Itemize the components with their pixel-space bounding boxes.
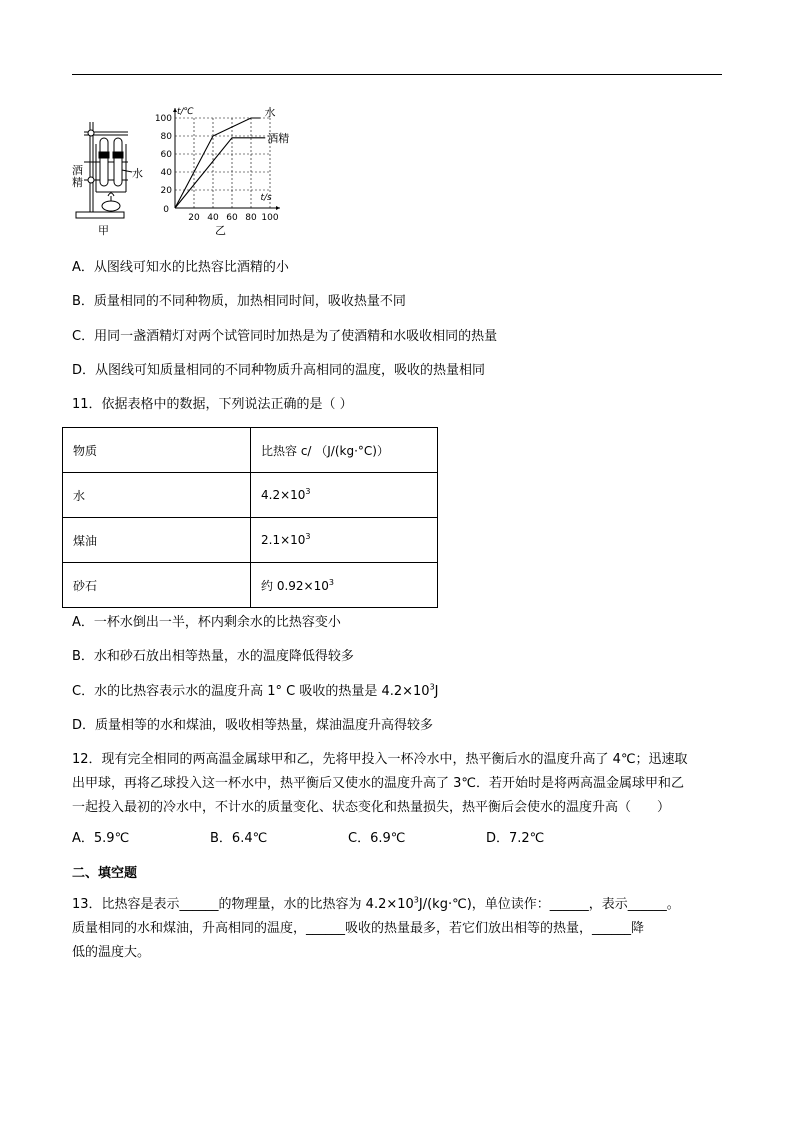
label-jiujing-2: 精 bbox=[72, 176, 83, 189]
y-tick-label: 40 bbox=[160, 168, 172, 178]
caption-yi: 乙 bbox=[215, 224, 226, 237]
label-water-apparatus: 水 bbox=[132, 167, 143, 180]
table-row bbox=[63, 473, 438, 518]
header-rule bbox=[72, 74, 722, 75]
q11-option-b: B．水和砂石放出相等热量，水的温度降低得较多 bbox=[72, 649, 354, 664]
y-tick-label: 100 bbox=[154, 114, 172, 124]
x-axis-arrow bbox=[276, 206, 280, 210]
q12-option-a: A．5.9℃ bbox=[72, 831, 130, 846]
x-tick-label: 20 bbox=[188, 213, 200, 223]
series-label-alcohol: 酒精 bbox=[267, 131, 290, 145]
q10-option-a: A．从图线可知水的比热容比酒精的小 bbox=[72, 260, 289, 275]
table-cell-value: $2.1\times 10^3$ bbox=[251, 518, 438, 563]
q12-option-d: D．7.2℃ bbox=[486, 831, 545, 846]
table-header-value: 比热容 c/ （J/(kg·°C)） bbox=[251, 428, 438, 473]
x-tick-label: 80 bbox=[245, 213, 257, 223]
label-jiujing-1: 酒 bbox=[72, 164, 83, 177]
q10-option-d: D．从图线可知质量相同的不同种物质升高相同的温度，吸收的热量相同 bbox=[72, 363, 486, 378]
specific-heat-table bbox=[62, 427, 438, 608]
q11-stem: 11．依据表格中的数据，下列说法正确的是（ ） bbox=[72, 397, 353, 412]
y-tick-label: 20 bbox=[160, 186, 172, 196]
origin-label: 0 bbox=[163, 205, 169, 215]
table-cell-value: 约 $0.92\times 10^3$ bbox=[251, 563, 438, 608]
table-cell-value: $4.2\times 10^3$ bbox=[251, 473, 438, 518]
table-cell-substance: 水 bbox=[63, 473, 251, 518]
y-tick-label: 80 bbox=[160, 132, 172, 142]
chart bbox=[155, 105, 289, 223]
section-title: 二、填空题 bbox=[72, 866, 138, 881]
x-tick-label: 60 bbox=[226, 213, 238, 223]
series-line-water bbox=[175, 118, 261, 208]
table-header-row bbox=[63, 428, 438, 473]
table-header-substance: 物质 bbox=[63, 428, 251, 473]
q11-option-a: A．一杯水倒出一半，杯内剩余水的比热容变小 bbox=[72, 615, 341, 630]
x-tick-label: 40 bbox=[207, 213, 219, 223]
series-label-water: 水 bbox=[264, 106, 276, 119]
table-row bbox=[63, 518, 438, 563]
table-cell-substance: 砂石 bbox=[63, 563, 251, 608]
q12-stem: 12．现有完全相同的两高温金属球甲和乙，先将甲投入一杯冷水中，热平衡后水的温度升高了 4℃；迅速取 出甲球，再将乙球投入这一杯水中，热平衡后又使水的温度升高了 3℃．若开始时是将两高温金属球甲和乙 一起投入最初的冷水中，不计水的质量变化、状态变化和热量损失，热平衡后会使水的温度升高（ ） bbox=[72, 752, 688, 815]
apparatus-drawing bbox=[76, 122, 132, 218]
x-tick-label: 100 bbox=[261, 213, 279, 223]
q11-option-c: C．水的比热容表示水的温度升高 1° C 吸收的热量是 $4.2\times 10^3J$ bbox=[72, 682, 439, 699]
figure bbox=[70, 100, 300, 240]
series-line-alcohol bbox=[175, 138, 265, 208]
caption-jia: 甲 bbox=[98, 224, 109, 237]
q12-option-b: B．6.4℃ bbox=[210, 831, 268, 846]
table-cell-substance: 煤油 bbox=[63, 518, 251, 563]
y-tick-label: 60 bbox=[160, 150, 172, 160]
table-row bbox=[63, 563, 438, 608]
q12-option-c: C．6.9℃ bbox=[348, 831, 406, 846]
q10-option-b: B．质量相同的不同种物质，加热相同时间，吸收热量不同 bbox=[72, 294, 406, 309]
q13-stem: 13．比热容是表示______的物理量，水的比热容为 $4.2\times 10^3J/(kg\cdot℃)$，单位读作：______，表示______。 质量相同的水和煤油，升高相同的温度，______吸收的热量最多，若它们放出相等的热量，______降 低的温度大。 bbox=[72, 895, 680, 960]
q10-option-c: C．用同一盏酒精灯对两个试管同时加热是为了使酒精和水吸收相同的热量 bbox=[72, 329, 498, 344]
q11-option-d: D．质量相等的水和煤油，吸收相等热量，煤油温度升高得较多 bbox=[72, 718, 434, 733]
y-axis-label: t/℃ bbox=[177, 107, 194, 117]
x-axis-label: t/s bbox=[260, 193, 272, 203]
